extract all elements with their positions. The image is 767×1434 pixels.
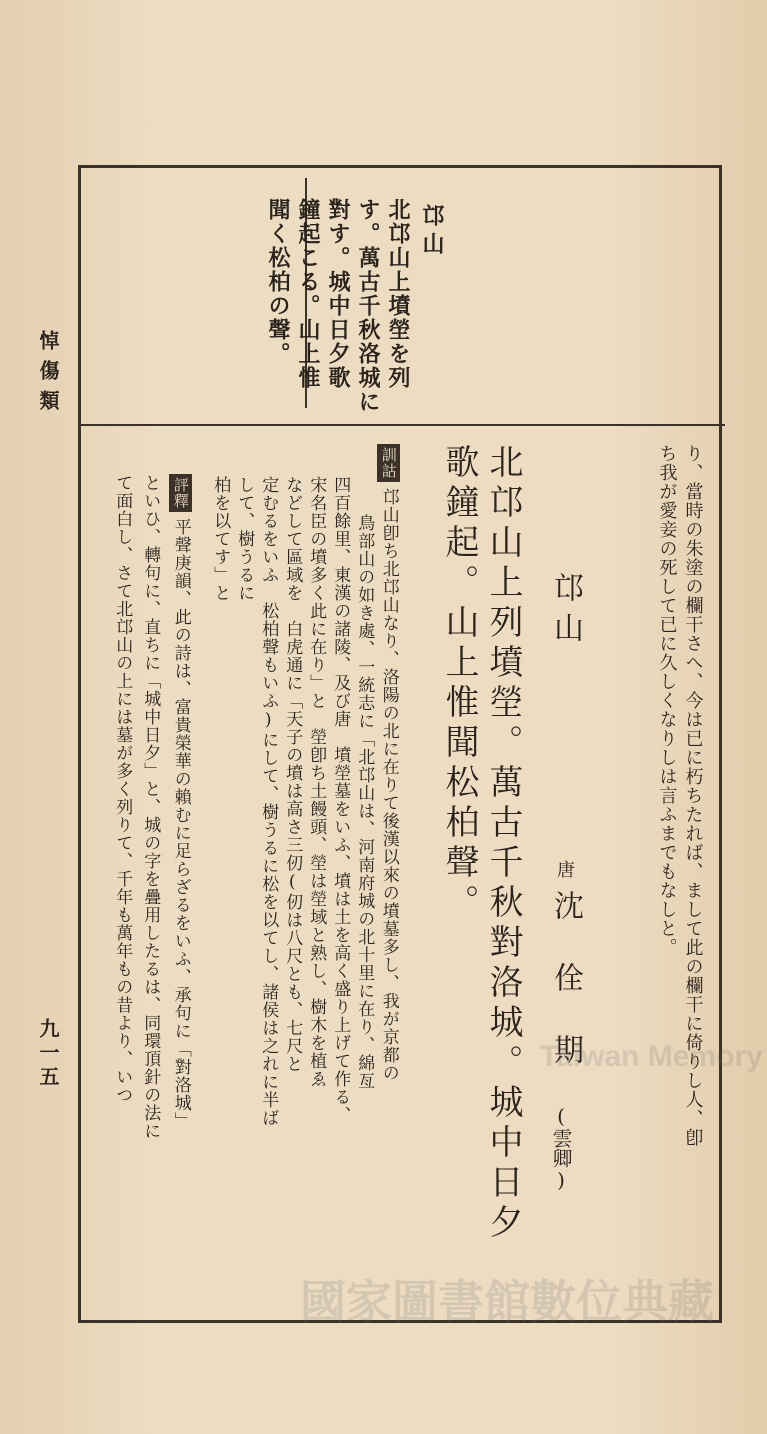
prev-text-line: ち我が愛妾の死して已に久しくなりしは言ふまでもなしと。 xyxy=(656,444,678,957)
section-divider xyxy=(81,424,725,426)
section-title: 悼傷類 xyxy=(36,330,60,420)
page-number: 九一五 xyxy=(36,1018,60,1090)
top-box xyxy=(81,168,725,424)
top-box-line: す。萬古千秋洛城に xyxy=(355,198,381,414)
watermark-han: 國家圖書館數位典藏 xyxy=(300,1275,714,1329)
kunko-line: 宋名臣の墳多く此に在り」と 塋卽ち土饅頭、塋は塋域と熟し、樹木を植ゑ xyxy=(306,476,327,1088)
poem-line: 歌鐘起。山上惟聞松柏聲。 xyxy=(439,444,479,924)
kunko-line: 鳥部山の如き處、一統志に「北邙山は、河南府城の北十里に在り、綿亙 xyxy=(354,514,375,1090)
hyoshaku-label: 評釋 xyxy=(169,474,192,512)
top-box-line: 對す。城中日夕歌 xyxy=(325,198,351,390)
kunko-line: して、樹うるに xyxy=(234,476,255,602)
prev-text-line: り、當時の朱塗の欄干さへ、今は已に朽ちたれば、まして此の欄干に倚りし人、卽 xyxy=(682,444,704,1147)
poem-author-zi: (雲卿) xyxy=(549,1104,573,1192)
kunko-line: 邙山卽ち北邙山なり、洛陽の北に在りて後漢以來の墳墓多し、我が京都の xyxy=(378,488,399,1082)
kunko-label: 訓詁 xyxy=(377,444,400,482)
top-box-line: 北邙山上墳塋を列 xyxy=(385,198,411,390)
kunko-line: などして區域を 白虎通に「天子の墳は高さ三仞(仞は八尺とも、七尺と xyxy=(282,476,303,1073)
poem-line: 北邙山上列墳塋。萬古千秋對洛城。城中日夕 xyxy=(483,444,523,1244)
hyoshaku-line: といひ、轉句に、直ちに「城中日夕」と、城の字を疊用したるは、同環頂針の法に xyxy=(140,474,161,1140)
top-box-line: 鐘起こる。山上惟 xyxy=(295,198,321,390)
kunko-line: 定むるをいふ 松柏聲もいふ)にして、樹うるに松を以てし、諸侯は之れに半ば xyxy=(258,476,279,1127)
hyoshaku-line: 平聲庚韻、此の詩は、富貴榮華の賴むに足らざるをいふ、承句に「對洛城」 xyxy=(170,518,191,1130)
text-frame xyxy=(78,165,722,1323)
kunko-section xyxy=(377,444,400,1082)
poem-author: 沈佺期 xyxy=(548,890,583,1106)
poem-title: 邙山 xyxy=(548,572,583,652)
top-box-line: 聞く松柏の聲。 xyxy=(265,198,291,366)
poem-author-dynasty: 唐 xyxy=(554,860,575,878)
watermark-latin: Taiwan Memory xyxy=(540,1040,763,1073)
kunko-line: 四百餘里、東漢の諸陵、及び唐 墳塋墓をいふ、墳は土を高く盛り上げて作る、 xyxy=(330,476,351,1124)
hyoshaku-section xyxy=(169,474,192,1130)
top-box-title: 邙山 xyxy=(419,204,445,260)
kunko-line: 柏を以てす」と xyxy=(210,476,231,602)
hyoshaku-line: て面白し、さて北邙山の上には墓が多く列りて、千年も萬年もの昔より、いつ xyxy=(112,474,133,1104)
